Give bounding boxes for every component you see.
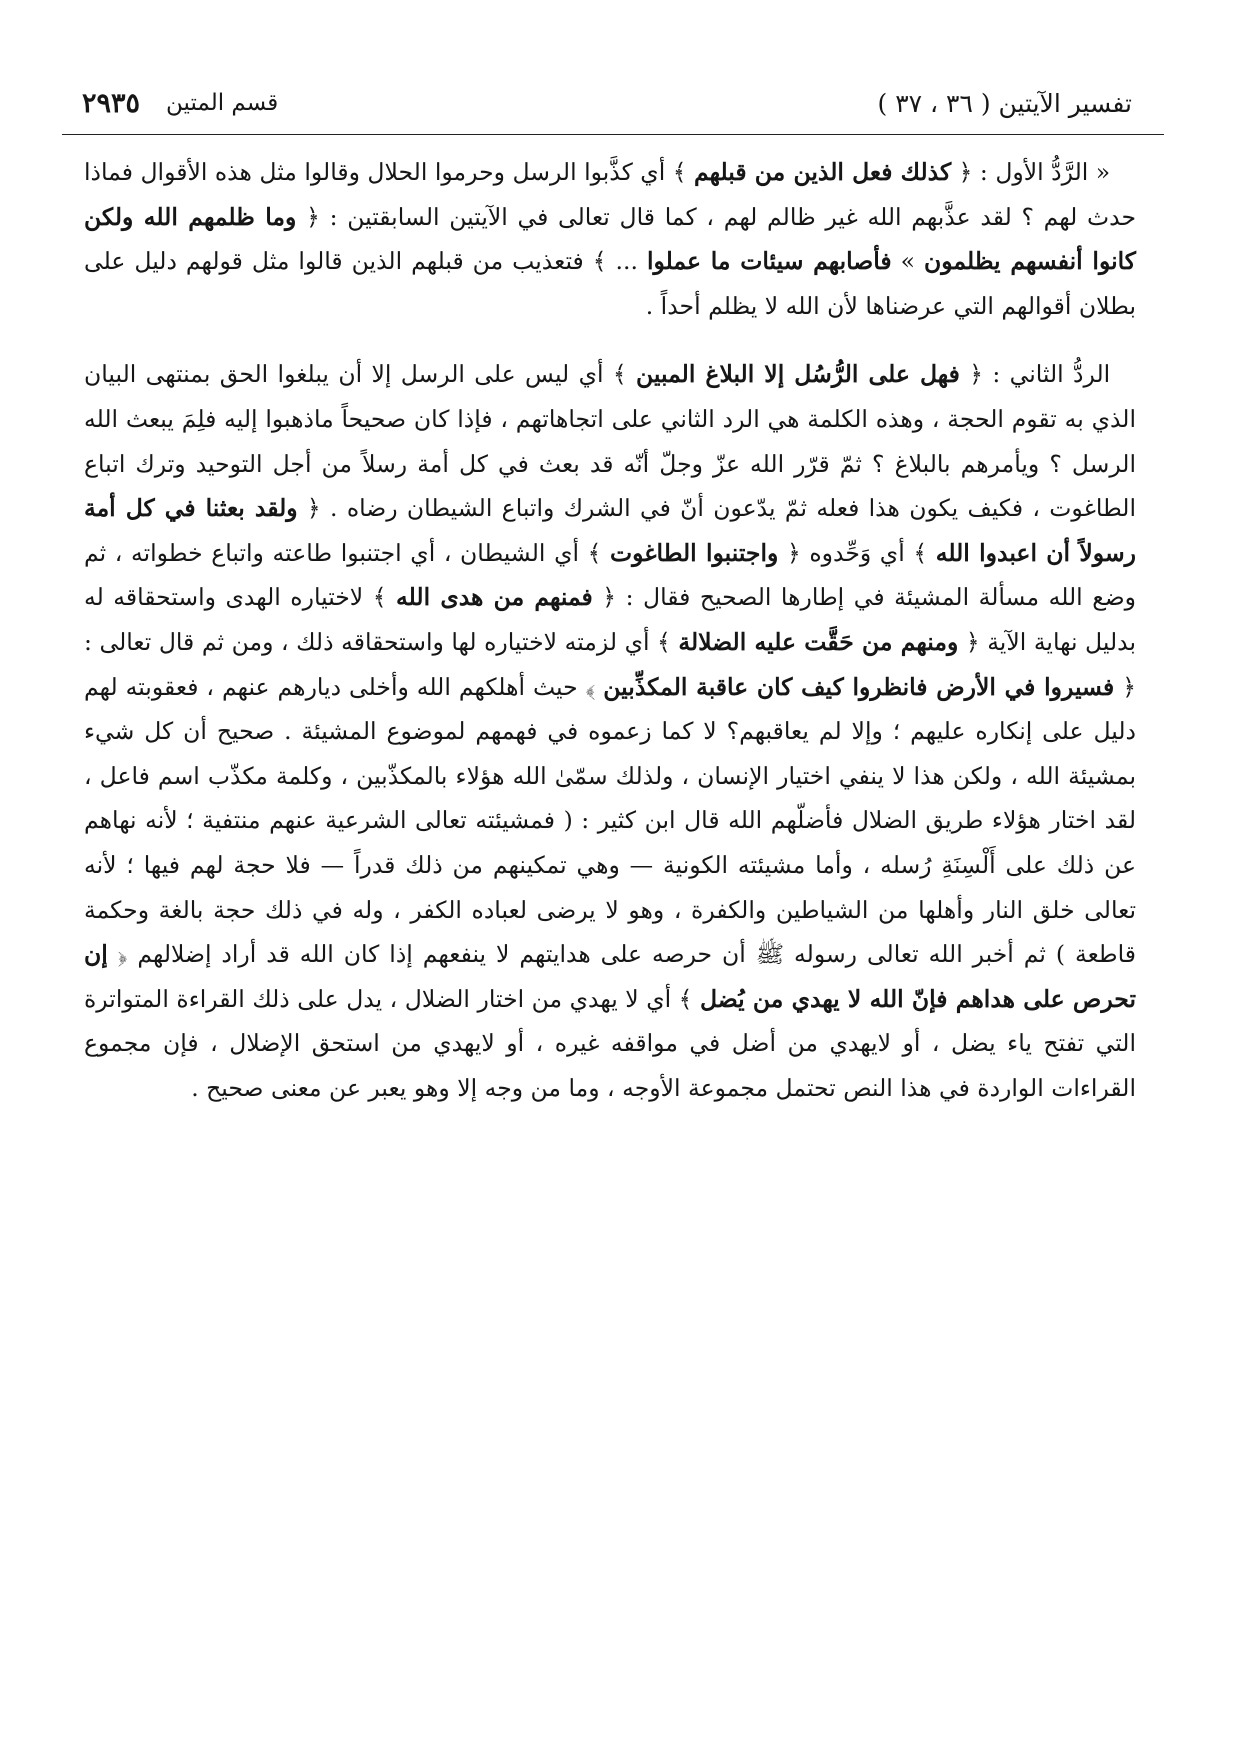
text-run: ﴾ أي كذَّبوا الرسل وحرموا الحلال وقالوا مثل هذه الأقوال فماذا حدث لهم ؟ لقد عذَّبهم الله غير ظالم لهم ، كما قال تعالى في الآيتين السابقتين : ﴿ bbox=[84, 158, 1136, 231]
quran-quote: كذلك فعل الذين من قبلهم bbox=[693, 158, 952, 186]
quran-quote: ومنهم من حَقَّت عليه الضلالة bbox=[678, 627, 959, 656]
text-run: ... ﴾ فتعذيب من قبلهم الذين قالوا مثل قولهم دليل على بطلان أقوالهم التي عرضناها لأن الله لا يظلم أحداً . bbox=[84, 247, 1136, 320]
quran-quote: فسيروا في الأرض فانظروا كيف كان عاقبة المكذِّبين bbox=[603, 672, 1115, 701]
section-name: قسم المتين bbox=[166, 90, 279, 116]
quran-quote: وما ظلمهم الله ولكن كانوا أنفسهم يظلمون bbox=[84, 202, 1136, 276]
text-run: « الرَّدُّ الأول : ﴿ bbox=[951, 158, 1111, 186]
quran-quote: ولقد بعثنا في كل أمة رسولاً أن اعبدوا الله bbox=[84, 494, 1136, 567]
text-run: » bbox=[891, 247, 925, 276]
text-run: ﴾ لاختياره الهدى واستحقاقه له بدليل نهاية الآية ﴿ bbox=[84, 583, 1136, 656]
quran-quote: فهل على الرُّسُل إلا البلاغ المبين bbox=[636, 360, 960, 389]
text-run: ﴾ أي الشيطان ، أي اجتنبوا طاعته واتباع خطواته ، ثم وضع الله مسألة المشيئة في إطارها الصحيح فقال : ﴿ bbox=[84, 538, 1137, 612]
paragraph-first-reply bbox=[84, 150, 1136, 328]
quran-quote: فأصابهم سيئات ما عملوا bbox=[646, 247, 892, 276]
header-rule bbox=[62, 134, 1164, 135]
quran-quote: فمنهم من هدى الله bbox=[396, 583, 593, 612]
text-run: ﴾ أي لزمته لاختياره لها واستحقاقه ذلك ، ومن ثم قال تعالى : ﴿ bbox=[84, 627, 1136, 701]
text-run: الردُّ الثاني : ﴿ bbox=[959, 360, 1111, 389]
body-text bbox=[84, 150, 1136, 1110]
page-header bbox=[82, 80, 1132, 126]
running-title: تفسير الآيتين ( ٣٦ ، ٣٧ ) bbox=[877, 88, 1132, 118]
text-run: ﴾ أي لا يهدي من اختار الضلال ، يدل على ذلك القراءة المتواترة التي تفتح ياء يضل ، أو لايهدي من أضل في مواقفه غيره ، أو لايهدي من استحق الإضلال ، فإن مجموع القراءات الواردة في هذا النص تحتمل مجموعة الأوجه ، وما من وجه إلا وهو يعبر عن معنى صحيح . bbox=[84, 984, 1136, 1102]
text-run: ﴾ أي ليس على الرسل إلا أن يبلغوا الحق بمنتهى البيان الذي به تقوم الحجة ، وهذه الكلمة هي الرد الثاني على اتجاهاتهم ، فإذا كان صحيحاً ماذهبوا إليه فلِمَ يبعث الله الرسل ؟ ويأمرهم بالبلاغ ؟ ثمّ قرّر الله عزّ وجلّ أنّه قد بعث في كل أمة رسلاً من أجل التوحيد وترك اتباع الطاغوت ، فكيف يكون هذا فعله ثمّ يدّعون أنّ في الشرك واتباع الشيطان رضاه . ﴿ bbox=[84, 360, 1136, 523]
text-run: ﴾ حيث أهلكهم الله وأخلى ديارهم عنهم ، فعقوبته لهم دليل على إنكاره عليهم ؛ وإلا لم يعاقبهم؟ لا كما زعموه في فهمهم لموضوع المشيئة . صحيح أن كل شيء بمشيئة الله ، ولكن هذا لا ينفي اختيار الإنسان ، ولذلك سمّىٰ الله هؤلاء بالمكذّبين ، وكلمة مكذّب اسم فاعل ، لقد اختار هؤلاء طريق الضلال فأضلّهم الله قال ابن كثير : ( فمشيئته تعالى الشرعية عنهم منتفية ؛ لأنه نهاهم عن ذلك على أَلْسِنَةِ رُسله ، وأما مشيئته الكونية — وهي تمكينهم من ذلك قدراً — فلا حجة لهم فيها ؛ لأنه تعالى خلق النار وأهلها من الشياطين والكفرة ، وهو لا يرضى لعباده الكفر ، وله في ذلك حجة بالغة وحكمة قاطعة ) ثم أخبر الله تعالى رسوله ﷺ أن حرصه على هدايتهم لا ينفعهم إذا كان الله قد أراد إضلالهم ﴿ bbox=[84, 672, 1137, 969]
paragraph-second-reply bbox=[84, 352, 1136, 1110]
page-number: ٢٩٣٥ bbox=[82, 87, 141, 119]
header-left-group bbox=[82, 88, 278, 119]
text-run: ﴾ أي وَحِّدوه ﴿ bbox=[778, 538, 936, 567]
quran-quote: إن تحرص على هداهم فإنّ الله لا يهدي من يُضل bbox=[84, 940, 1136, 1013]
quran-quote: واجتنبوا الطاغوت bbox=[609, 538, 779, 567]
